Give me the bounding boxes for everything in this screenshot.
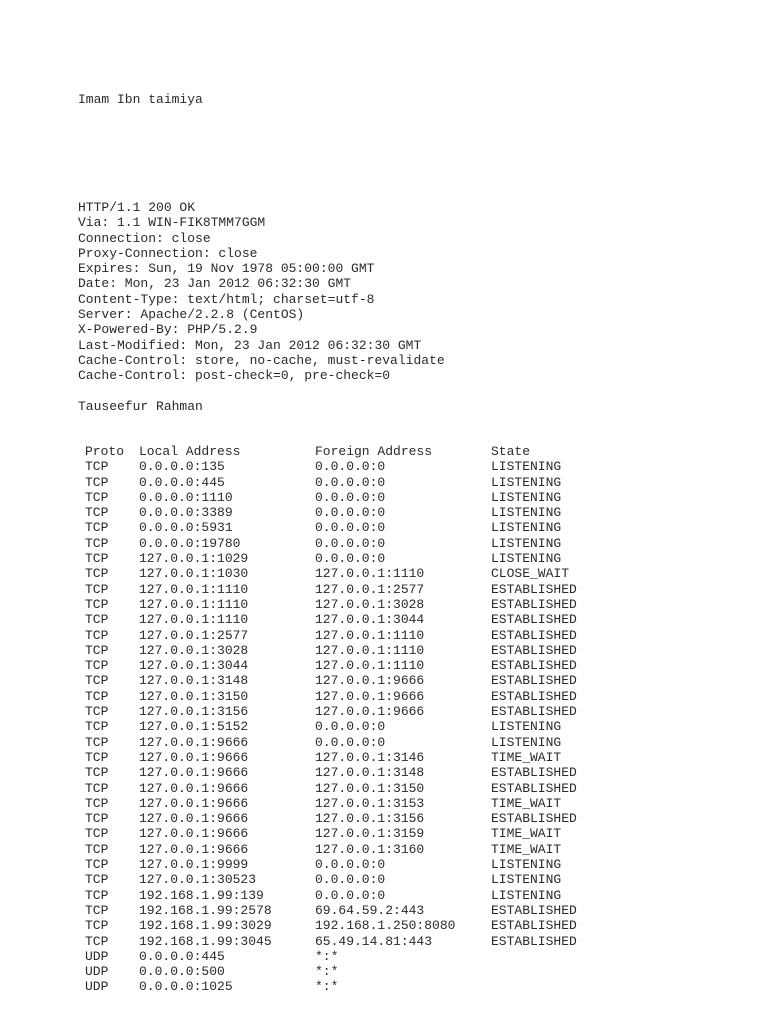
cell-state: ESTABLISHED xyxy=(491,627,577,643)
cell-local-address: 127.0.0.1:5152 xyxy=(139,719,249,735)
cell-state: LISTENING xyxy=(491,872,562,888)
cell-proto: UDP xyxy=(85,979,109,995)
table-row xyxy=(85,566,601,581)
cell-local-address: 127.0.0.1:2577 xyxy=(139,627,249,643)
cell-local-address: 127.0.0.1:1110 xyxy=(139,581,249,597)
http-header-line: Connection: close xyxy=(78,230,211,246)
table-row xyxy=(85,704,601,719)
http-header-line: X-Powered-By: PHP/5.2.9 xyxy=(78,322,258,338)
cell-state: LISTENING xyxy=(491,551,562,567)
cell-proto: TCP xyxy=(85,933,109,949)
table-row xyxy=(85,811,601,826)
cell-proto: TCP xyxy=(85,780,109,796)
cell-local-address: 127.0.0.1:9666 xyxy=(139,841,249,857)
cell-state: LISTENING xyxy=(491,857,562,873)
cell-state: ESTABLISHED xyxy=(491,642,577,658)
cell-foreign-address: 127.0.0.1:1110 xyxy=(315,642,425,658)
table-row xyxy=(85,796,601,811)
cell-local-address: 0.0.0.0:5931 xyxy=(139,520,233,536)
cell-local-address: 127.0.0.1:3156 xyxy=(139,704,249,720)
cell-state: ESTABLISHED xyxy=(491,612,577,628)
table-row xyxy=(85,842,601,857)
table-row xyxy=(85,750,601,765)
cell-foreign-address: 0.0.0.0:0 xyxy=(315,872,386,888)
cell-state: LISTENING xyxy=(491,734,562,750)
table-row xyxy=(85,612,601,627)
cell-proto: TCP xyxy=(85,811,109,827)
cell-proto: TCP xyxy=(85,505,109,521)
http-header-line: Proxy-Connection: close xyxy=(78,245,258,261)
cell-state: ESTABLISHED xyxy=(491,933,577,949)
cell-proto: TCP xyxy=(85,459,109,475)
cell-state: LISTENING xyxy=(491,887,562,903)
cell-state xyxy=(491,949,601,964)
cell-foreign-address: 127.0.0.1:3146 xyxy=(315,749,425,765)
table-row xyxy=(85,658,601,673)
cell-foreign-address: 127.0.0.1:1110 xyxy=(315,627,425,643)
table-row xyxy=(85,979,601,994)
cell-foreign-address: 0.0.0.0:0 xyxy=(315,887,386,903)
cell-proto: TCP xyxy=(85,612,109,628)
table-row xyxy=(85,765,601,780)
cell-foreign-address: 65.49.14.81:443 xyxy=(315,933,433,949)
cell-local-address: 127.0.0.1:3150 xyxy=(139,688,249,704)
cell-proto: TCP xyxy=(85,826,109,842)
cell-foreign-address: 0.0.0.0:0 xyxy=(315,459,386,475)
cell-proto: TCP xyxy=(85,520,109,536)
http-response-headers xyxy=(78,200,445,384)
cell-state: LISTENING xyxy=(491,489,562,505)
cell-foreign-address: 0.0.0.0:0 xyxy=(315,474,386,490)
cell-foreign-address: 0.0.0.0:0 xyxy=(315,520,386,536)
cell-local-address: 192.168.1.99:2578 xyxy=(139,902,272,918)
table-row xyxy=(85,918,601,933)
cell-foreign-address: 127.0.0.1:3153 xyxy=(315,795,425,811)
http-header-line: Cache-Control: post-check=0, pre-check=0 xyxy=(78,368,391,384)
table-row xyxy=(85,597,601,612)
cell-foreign-address: 127.0.0.1:3160 xyxy=(315,841,425,857)
cell-local-address: 127.0.0.1:9666 xyxy=(139,795,249,811)
http-header-line: Expires: Sun, 19 Nov 1978 05:00:00 GMT xyxy=(78,261,375,277)
table-row xyxy=(85,872,601,887)
cell-proto: TCP xyxy=(85,872,109,888)
cell-foreign-address: 127.0.0.1:3044 xyxy=(315,612,425,628)
cell-proto: TCP xyxy=(85,535,109,551)
cell-foreign-address: 192.168.1.250:8080 xyxy=(315,918,456,934)
cell-state: LISTENING xyxy=(491,520,562,536)
cell-state: TIME_WAIT xyxy=(491,795,562,811)
cell-foreign-address: 0.0.0.0:0 xyxy=(315,719,386,735)
table-row xyxy=(85,857,601,872)
column-header-local-address: Local Address xyxy=(139,444,241,459)
cell-proto: TCP xyxy=(85,719,109,735)
cell-local-address: 127.0.0.1:9666 xyxy=(139,765,249,781)
cell-state: ESTABLISHED xyxy=(491,596,577,612)
cell-state xyxy=(491,979,601,994)
column-header-proto: Proto xyxy=(85,444,125,459)
column-header-foreign-address: Foreign Address xyxy=(315,444,433,459)
cell-proto: TCP xyxy=(85,673,109,689)
cell-proto: TCP xyxy=(85,566,109,582)
cell-proto: TCP xyxy=(85,596,109,612)
cell-proto: UDP xyxy=(85,964,109,980)
cell-state: LISTENING xyxy=(491,505,562,521)
cell-proto: TCP xyxy=(85,642,109,658)
cell-foreign-address: 127.0.0.1:3159 xyxy=(315,826,425,842)
table-row xyxy=(85,781,601,796)
cell-local-address: 0.0.0.0:445 xyxy=(139,474,225,490)
cell-proto: TCP xyxy=(85,749,109,765)
cell-proto: TCP xyxy=(85,841,109,857)
cell-foreign-address: *:* xyxy=(315,964,339,980)
table-row xyxy=(85,719,601,734)
netstat-rows xyxy=(85,459,601,994)
table-row xyxy=(85,505,601,520)
table-row xyxy=(85,490,601,505)
cell-proto: TCP xyxy=(85,688,109,704)
cell-state: CLOSE_WAIT xyxy=(491,566,570,582)
table-row xyxy=(85,735,601,750)
cell-foreign-address: 69.64.59.2:443 xyxy=(315,902,425,918)
cell-foreign-address: 127.0.0.1:9666 xyxy=(315,673,425,689)
cell-state: ESTABLISHED xyxy=(491,811,577,827)
cell-proto: TCP xyxy=(85,551,109,567)
cell-state: LISTENING xyxy=(491,474,562,490)
cell-proto: UDP xyxy=(85,948,109,964)
table-row xyxy=(85,888,601,903)
cell-foreign-address: 0.0.0.0:0 xyxy=(315,857,386,873)
cell-proto: TCP xyxy=(85,474,109,490)
cell-local-address: 127.0.0.1:9999 xyxy=(139,857,249,873)
cell-local-address: 0.0.0.0:3389 xyxy=(139,505,233,521)
table-row xyxy=(85,934,601,949)
cell-foreign-address: 127.0.0.1:3028 xyxy=(315,596,425,612)
cell-local-address: 127.0.0.1:9666 xyxy=(139,811,249,827)
cell-local-address: 127.0.0.1:9666 xyxy=(139,734,249,750)
cell-foreign-address: 0.0.0.0:0 xyxy=(315,734,386,750)
cell-local-address: 127.0.0.1:1110 xyxy=(139,612,249,628)
cell-state: ESTABLISHED xyxy=(491,780,577,796)
table-row xyxy=(85,459,601,474)
cell-local-address: 127.0.0.1:1110 xyxy=(139,596,249,612)
http-header-line: Cache-Control: store, no-cache, must-revalidate xyxy=(78,352,445,368)
cell-foreign-address: 127.0.0.1:9666 xyxy=(315,704,425,720)
cell-foreign-address: *:* xyxy=(315,948,339,964)
cell-local-address: 127.0.0.1:30523 xyxy=(139,872,257,888)
cell-proto: TCP xyxy=(85,918,109,934)
cell-foreign-address: 127.0.0.1:3150 xyxy=(315,780,425,796)
cell-state: ESTABLISHED xyxy=(491,918,577,934)
table-row xyxy=(85,582,601,597)
table-row xyxy=(85,475,601,490)
table-row xyxy=(85,826,601,841)
cell-proto: TCP xyxy=(85,857,109,873)
cell-local-address: 0.0.0.0:1110 xyxy=(139,489,233,505)
cell-state: ESTABLISHED xyxy=(491,704,577,720)
cell-foreign-address: 127.0.0.1:3156 xyxy=(315,811,425,827)
cell-proto: TCP xyxy=(85,627,109,643)
document-title: Imam Ibn taimiya xyxy=(78,92,203,107)
cell-proto: TCP xyxy=(85,734,109,750)
cell-local-address: 192.168.1.99:3029 xyxy=(139,918,272,934)
cell-local-address: 0.0.0.0:19780 xyxy=(139,535,241,551)
cell-foreign-address: 127.0.0.1:1110 xyxy=(315,658,425,674)
cell-local-address: 127.0.0.1:1030 xyxy=(139,566,249,582)
cell-state: LISTENING xyxy=(491,459,562,475)
cell-local-address: 127.0.0.1:3028 xyxy=(139,642,249,658)
table-row xyxy=(85,551,601,566)
cell-state: TIME_WAIT xyxy=(491,749,562,765)
http-header-line: Server: Apache/2.2.8 (CentOS) xyxy=(78,307,305,323)
cell-foreign-address: 0.0.0.0:0 xyxy=(315,489,386,505)
cell-proto: TCP xyxy=(85,765,109,781)
table-row xyxy=(85,643,601,658)
cell-foreign-address: 127.0.0.1:1110 xyxy=(315,566,425,582)
cell-state: LISTENING xyxy=(491,535,562,551)
cell-proto: TCP xyxy=(85,704,109,720)
cell-foreign-address: 127.0.0.1:9666 xyxy=(315,688,425,704)
netstat-header-row xyxy=(85,444,601,459)
cell-foreign-address: 0.0.0.0:0 xyxy=(315,535,386,551)
cell-proto: TCP xyxy=(85,489,109,505)
cell-foreign-address: 127.0.0.1:2577 xyxy=(315,581,425,597)
table-row xyxy=(85,689,601,704)
cell-proto: TCP xyxy=(85,658,109,674)
cell-state: TIME_WAIT xyxy=(491,841,562,857)
cell-state: ESTABLISHED xyxy=(491,902,577,918)
cell-foreign-address: 0.0.0.0:0 xyxy=(315,551,386,567)
cell-state: ESTABLISHED xyxy=(491,658,577,674)
table-row xyxy=(85,949,601,964)
cell-foreign-address: 0.0.0.0:0 xyxy=(315,505,386,521)
http-header-line: Last-Modified: Mon, 23 Jan 2012 06:32:30 GMT xyxy=(78,337,422,353)
cell-state: ESTABLISHED xyxy=(491,581,577,597)
cell-state: ESTABLISHED xyxy=(491,673,577,689)
column-header-state: State xyxy=(491,444,531,459)
http-header-line: Date: Mon, 23 Jan 2012 06:32:30 GMT xyxy=(78,276,352,292)
table-row xyxy=(85,673,601,688)
http-header-line: HTTP/1.1 200 OK xyxy=(78,200,196,215)
cell-proto: TCP xyxy=(85,887,109,903)
cell-proto: TCP xyxy=(85,581,109,597)
cell-state: LISTENING xyxy=(491,719,562,735)
cell-foreign-address: *:* xyxy=(315,979,339,995)
cell-local-address: 192.168.1.99:3045 xyxy=(139,933,272,949)
cell-proto: TCP xyxy=(85,795,109,811)
cell-state: ESTABLISHED xyxy=(491,688,577,704)
cell-proto: TCP xyxy=(85,902,109,918)
netstat-table xyxy=(85,444,601,995)
table-row xyxy=(85,536,601,551)
cell-local-address: 0.0.0.0:135 xyxy=(139,459,225,475)
cell-local-address: 127.0.0.1:1029 xyxy=(139,551,249,567)
table-row xyxy=(85,903,601,918)
http-header-line: Content-Type: text/html; charset=utf-8 xyxy=(78,291,375,307)
cell-state: ESTABLISHED xyxy=(491,765,577,781)
cell-local-address: 127.0.0.1:9666 xyxy=(139,780,249,796)
cell-local-address: 127.0.0.1:3148 xyxy=(139,673,249,689)
http-header-line: Via: 1.1 WIN-FIK8TMM7GGM xyxy=(78,215,266,231)
cell-local-address: 127.0.0.1:9666 xyxy=(139,749,249,765)
table-row xyxy=(85,964,601,979)
table-row xyxy=(85,520,601,535)
cell-local-address: 0.0.0.0:445 xyxy=(139,948,225,964)
author-name: Tauseefur Rahman xyxy=(78,399,203,414)
cell-foreign-address: 127.0.0.1:3148 xyxy=(315,765,425,781)
cell-state: TIME_WAIT xyxy=(491,826,562,842)
cell-local-address: 127.0.0.1:3044 xyxy=(139,658,249,674)
table-row xyxy=(85,628,601,643)
cell-local-address: 0.0.0.0:500 xyxy=(139,964,225,980)
cell-local-address: 192.168.1.99:139 xyxy=(139,887,264,903)
cell-local-address: 127.0.0.1:9666 xyxy=(139,826,249,842)
cell-state xyxy=(491,964,601,979)
cell-local-address: 0.0.0.0:1025 xyxy=(139,979,233,995)
